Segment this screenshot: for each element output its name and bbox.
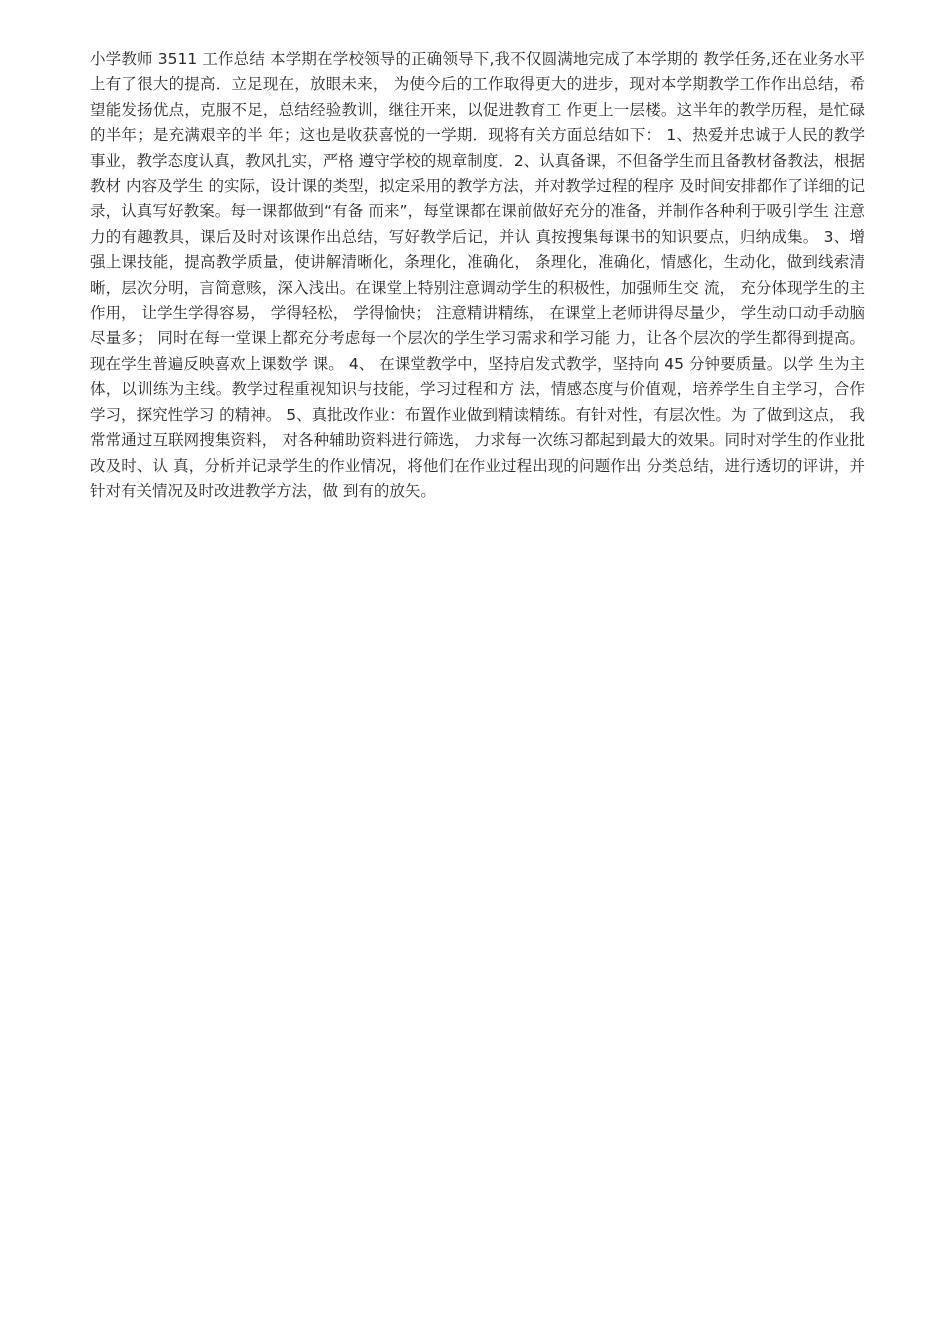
body-paragraph: 小学教师 3511 工作总结 本学期在学校领导的正确领导下,我不仅圆满地完成了本学期的 教学任务,还在业务水平上有了很大的提高．立足现在，放眼未来， 为使今后的工作取得更大的进步，现对本学期教学工作作出总结，希 望能发扬优点，克服不足，总结经验教训，继往开来，以促进教育工 作更上一层楼。这半年的教学历程，是忙碌的半年；是充满艰辛的半 年；这也是收获喜悦的一学期．现将有关方面总结如下： 1、热爱并忠诚于人民的教学事业，教学态度认真，教风扎实，严格 遵守学校的规章制度．2、认真备课，不但备学生而且备教材备教法，根据教材 内容及学生 的实际，设计课的类型，拟定采用的教学方法，并对教学过程的程序 及时间安排都作了详细的记录，认真写好教案。每一课都做到“有备 而来”，每堂课都在课前做好充分的准备，并制作各种利于吸引学生 注意力的有趣教具，课后及时对该课作出总结，写好教学后记，并认 真按搜集每课书的知识要点，归纳成集。 3、增强上课技能，提高教学质量，使讲解清晰化，条理化，准确化， 条理化，准确化，情感化，生动化，做到线索清晰，层次分明，言简意赅，深入浅出。在课堂上特别注意调动学生的积极性，加强师生交 流， 充分体现学生的主作用， 让学生学得容易， 学得轻松， 学得愉快； 注意精讲精练， 在课堂上老师讲得尽量少， 学生动口动手动脑尽量多； 同时在每一堂课上都充分考虑每一个层次的学生学习需求和学习能 力，让各个层次的学生都得到提高。现在学生普遍反映喜欢上课数学 课。 4、 在课堂教学中，坚持启发式教学，坚持向 45 分钟要质量。以学 生为主体，以训练为主线。教学过程重视知识与技能，学习过程和方 法，情感态度与价值观，培养学生自主学习，合作学习，探究性学习 的精神。 5、真批改作业：布置作业做到精读精练。有针对性，有层次性。为 了做到这点， 我常常通过互联网搜集资料， 对各种辅助资料进行筛选， 力求每一次练习都起到最大的效果。同时对学生的作业批改及时、认 真，分析并记录学生的作业情况，将他们在作业过程出现的问题作出 分类总结，进行透切的评讲，并针对有关情况及时改进教学方法，做 到有的放矢。 (90, 50, 865, 500)
